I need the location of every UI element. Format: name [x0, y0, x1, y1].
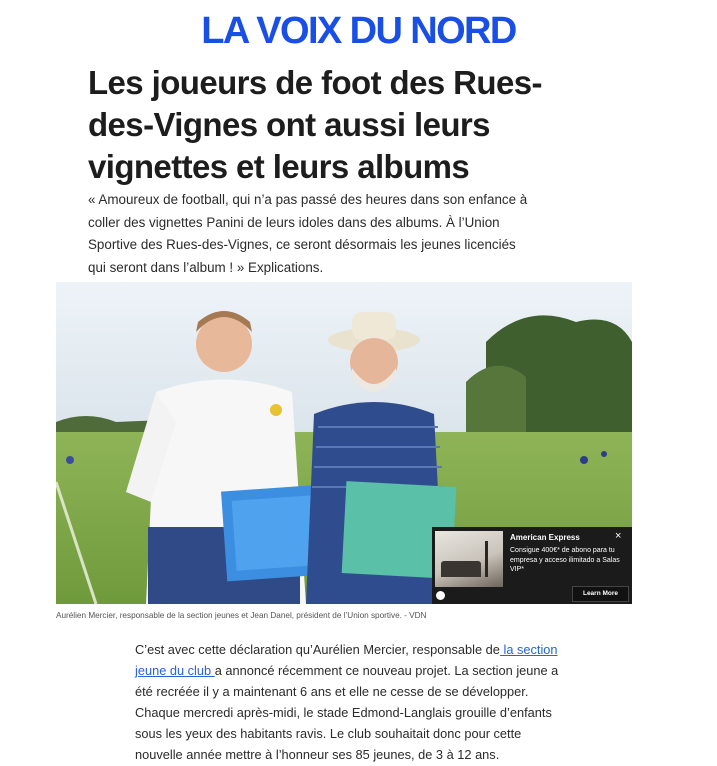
- article-headline: Les joueurs de foot des Rues-des-Vignes ont aussi leurs vignettes et leurs albums: [88, 64, 542, 185]
- ad-overlay[interactable]: [432, 527, 632, 604]
- site-logo[interactable]: LA VOIX DU NORD: [201, 10, 516, 52]
- section-jeune-link[interactable]: la section jeune du club: [135, 642, 558, 678]
- body-text-end: a annoncé récemment ce nouveau projet. La section jeune a été recréée il y a maintenant 6 ans et elle ne cesse de se développer. Chaque mercredi après-midi, le stade Edmond-Langlais grouille d’enfants sous les yeux des habitants ravis. Le club souhaitait donc pour cette nouvelle année mettre à l’honneur ses 85 jeunes, de 3 à 12 ans.: [135, 663, 559, 762]
- ad-learn-more-button[interactable]: Learn More: [572, 586, 629, 602]
- ad-image: [435, 531, 503, 587]
- ad-text: Consigue 400€* de abono para tu empresa y acceso ilimitado a Salas VIP*: [510, 547, 620, 573]
- photo-caption: Aurélien Mercier, responsable de la section jeunes et Jean Danel, président de l’Union sportive. - VDN: [56, 611, 427, 620]
- body-text-start: C’est avec cette déclaration qu’Aurélien Mercier, responsable de: [135, 642, 500, 657]
- close-icon[interactable]: ×: [615, 530, 622, 542]
- article-body: [135, 639, 565, 765]
- ad-brand-icon: [436, 591, 445, 600]
- article-lead: « Amoureux de football, qui n’a pas passé des heures dans son enfance à coller des vignettes Panini de leurs idoles dans des albums. À l’Union Sportive des Rues-des-Vignes, ce seront désormais les jeunes licenciés qui seront dans l’album ! » Explications.: [88, 192, 528, 275]
- ad-title: American Express: [510, 533, 580, 542]
